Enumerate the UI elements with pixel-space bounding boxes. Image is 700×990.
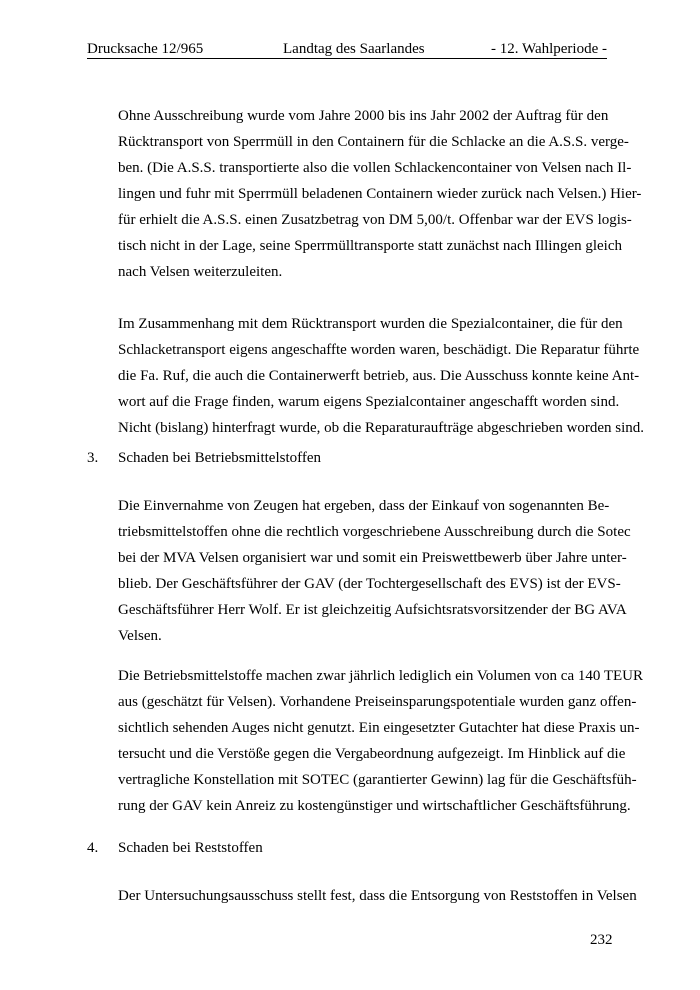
text-line: Nicht (bislang) hinterfragt wurde, ob die Reparaturaufträge abgeschrieben worden sind. bbox=[118, 420, 645, 436]
text-line: Der Untersuchungsausschuss stellt fest, dass die Entsorgung von Reststoffen in Velsen bbox=[118, 888, 637, 904]
text-line: rung der GAV kein Anreiz zu kostengünstiger und wirtschaftlicher Geschäftsführung. bbox=[118, 798, 631, 814]
section-title: Schaden bei Reststoffen bbox=[118, 840, 263, 856]
text-line: blieb. Der Geschäftsführer der GAV (der Tochtergesellschaft des EVS) ist der EVS- bbox=[118, 576, 621, 592]
text-line: nach Velsen weiterzuleiten. bbox=[118, 264, 283, 280]
text-line: tisch nicht in der Lage, seine Sperrmülltransporte statt zunächst nach Illingen gleich bbox=[118, 238, 623, 254]
text-line: Die Betriebsmittelstoffe machen zwar jährlich lediglich ein Volumen von ca 140 TEUR bbox=[118, 668, 644, 684]
text-line: sichtlich sehenden Auges nicht genutzt. Ein eingesetzter Gutachter hat diese Praxis un- bbox=[118, 720, 640, 736]
text-line: tersucht und die Verstöße gegen die Vergabeordnung aufgezeigt. Im Hinblick auf die bbox=[118, 746, 626, 762]
text-line: aus (geschätzt für Velsen). Vorhandene Preiseinsparungspotentiale wurden ganz offen- bbox=[118, 694, 637, 710]
text-line: wort auf die Frage finden, warum eigens Spezialcontainer angeschafft worden sind. bbox=[118, 394, 620, 410]
text-line: Ohne Ausschreibung wurde vom Jahre 2000 bis ins Jahr 2002 der Auftrag für den bbox=[118, 108, 609, 124]
section-title: Schaden bei Betriebsmittelstoffen bbox=[118, 450, 322, 466]
text-line: bei der MVA Velsen organisiert war und somit ein Preiswettbewerb über Jahre unter- bbox=[118, 550, 627, 566]
page-number: 232 bbox=[590, 932, 613, 948]
text-line: die Fa. Ruf, die auch die Containerwerft betrieb, aus. Die Ausschuss konnte keine Ant- bbox=[118, 368, 640, 384]
text-line: lingen und fuhr mit Sperrmüll beladenen Containern wieder zurück nach Velsen.) Hier- bbox=[118, 186, 642, 202]
text-line: Velsen. bbox=[118, 628, 162, 644]
text-line: für erhielt die A.S.S. einen Zusatzbetrag von DM 5,00/t. Offenbar war der EVS logis- bbox=[118, 212, 632, 228]
text-line: Die Einvernahme von Zeugen hat ergeben, dass der Einkauf von sogenannten Be- bbox=[118, 498, 610, 514]
parliament-name: Landtag des Saarlandes bbox=[283, 41, 425, 57]
text-line: Geschäftsführer Herr Wolf. Er ist gleichzeitig Aufsichtsratsvorsitzender der BG AVA bbox=[118, 602, 627, 618]
section-number: 4. bbox=[87, 840, 99, 856]
section-number: 3. bbox=[87, 450, 99, 466]
document-number: Drucksache 12/965 bbox=[87, 41, 204, 57]
page-header bbox=[87, 40, 607, 59]
text-line: Rücktransport von Sperrmüll in den Containern für die Schlacke an die A.S.S. verge- bbox=[118, 134, 629, 150]
text-line: ben. (Die A.S.S. transportierte also die vollen Schlackencontainer von Velsen nach Il- bbox=[118, 160, 632, 176]
text-line: Im Zusammenhang mit dem Rücktransport wurden die Spezialcontainer, die für den bbox=[118, 316, 623, 332]
text-line: Schlacketransport eigens angeschaffte worden waren, beschädigt. Die Reparatur führte bbox=[118, 342, 640, 358]
text-line: vertragliche Konstellation mit SOTEC (garantierter Gewinn) lag für die Geschäftsfüh- bbox=[118, 772, 637, 788]
legislative-period: - 12. Wahlperiode - bbox=[491, 41, 607, 57]
text-line: triebsmittelstoffen ohne die rechtlich vorgeschriebene Ausschreibung durch die Sotec bbox=[118, 524, 631, 540]
